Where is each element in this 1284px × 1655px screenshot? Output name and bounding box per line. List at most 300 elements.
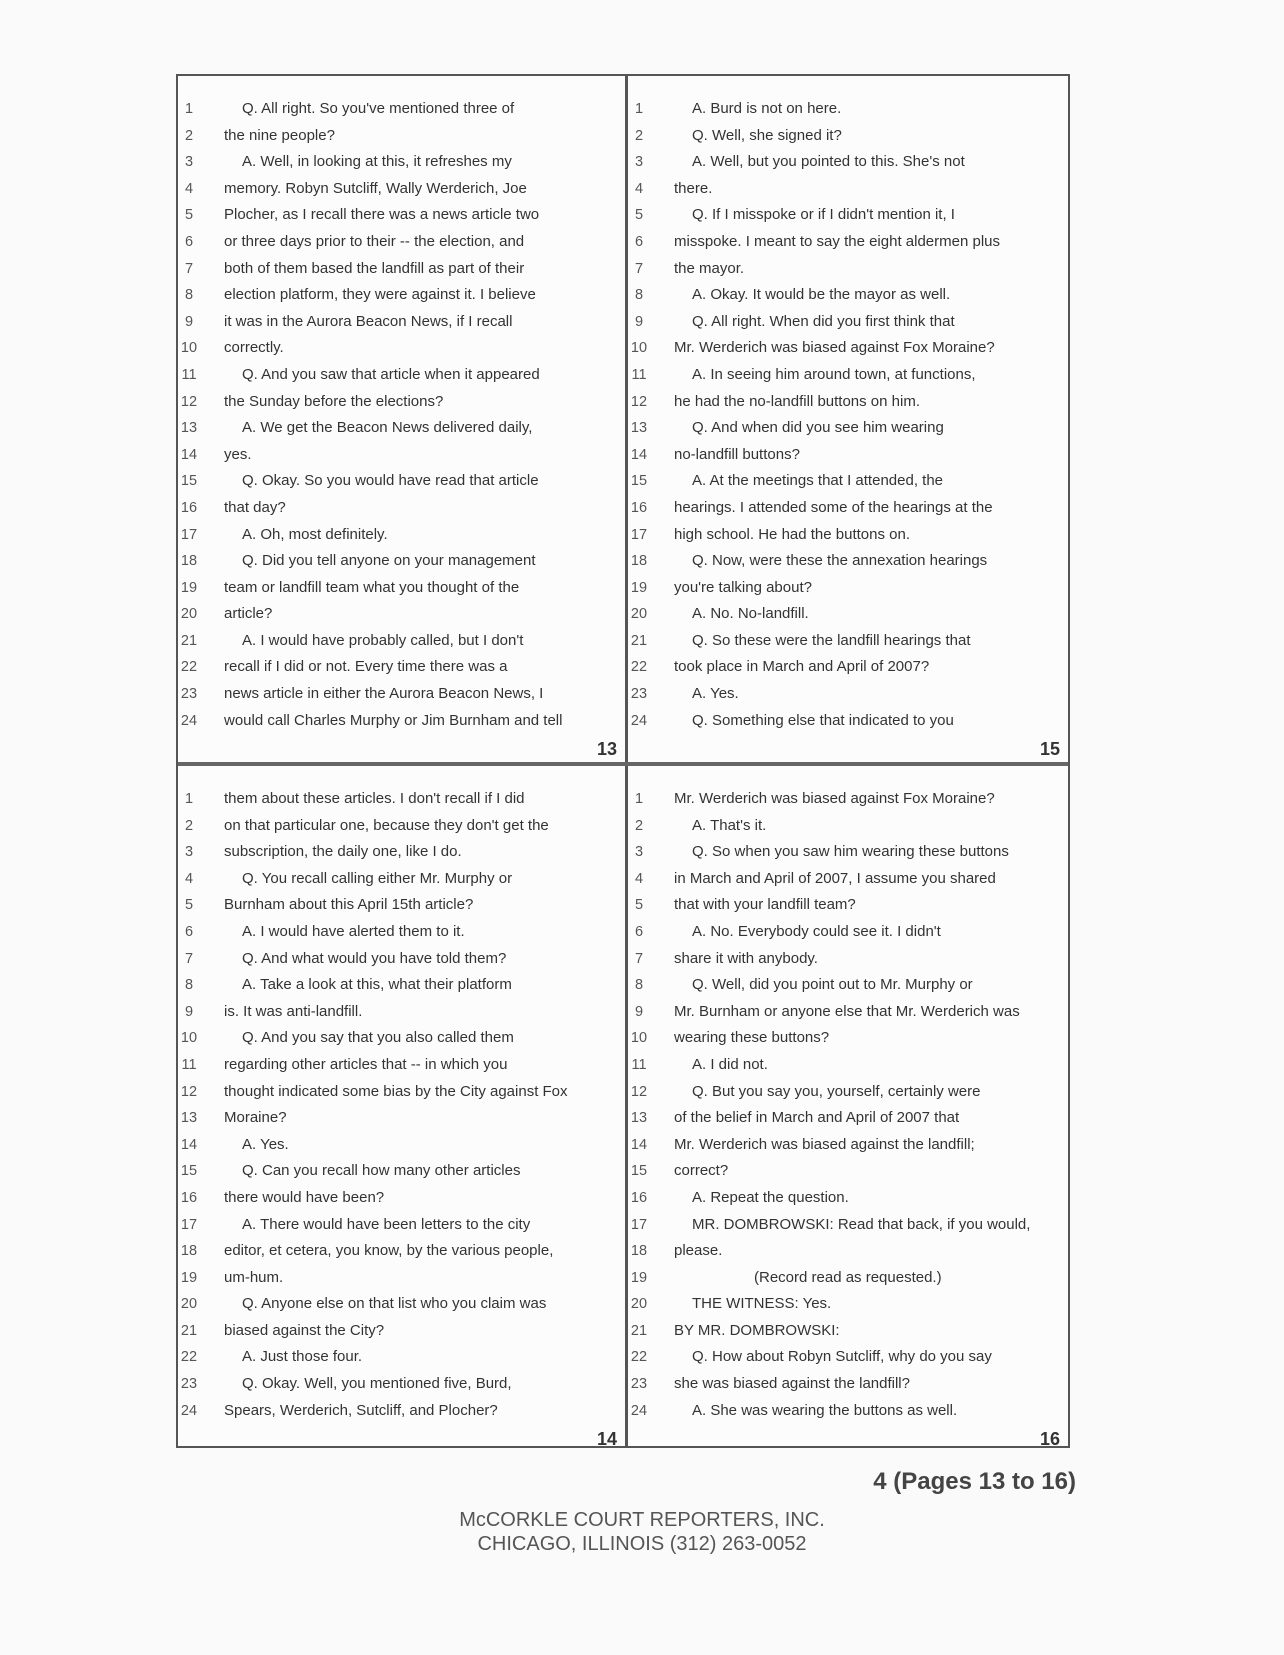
line-number: 11 — [631, 1056, 647, 1073]
line-number: 24 — [630, 1402, 648, 1419]
transcript-line — [178, 1132, 625, 1159]
line-number: 16 — [180, 1189, 198, 1206]
line-text: Plocher, as I recall there was a news article two — [224, 206, 540, 224]
line-text: would call Charles Murphy or Jim Burnham and tell — [224, 711, 563, 729]
line-number: 20 — [180, 1296, 198, 1313]
line-number: 13 — [630, 420, 648, 437]
transcript-line — [628, 1344, 1068, 1371]
transcript-line — [178, 892, 625, 919]
line-number: 15 — [630, 473, 648, 490]
line-number: 16 — [630, 499, 648, 516]
transcript-line — [628, 202, 1068, 229]
transcript-line — [178, 522, 625, 549]
line-text: Q. Now, were these the annexation hearings — [692, 552, 988, 570]
transcript-line — [178, 1238, 625, 1265]
line-text: he had the no-landfill buttons on him. — [674, 392, 920, 410]
transcript-line — [628, 999, 1068, 1026]
line-text: A. Just those four. — [242, 1348, 363, 1366]
line-number: 15 — [630, 1163, 648, 1180]
transcript-line — [628, 972, 1068, 999]
line-number: 11 — [181, 1056, 197, 1073]
line-number: 14 — [180, 446, 198, 463]
line-text: um-hum. — [224, 1268, 284, 1286]
line-number: 1 — [184, 101, 194, 117]
transcript-line — [628, 1238, 1068, 1265]
line-text: Burnham about this April 15th article? — [224, 896, 474, 914]
line-number: 23 — [630, 686, 648, 703]
transcript-line — [628, 628, 1068, 655]
line-number: 13 — [180, 1110, 198, 1127]
transcript-line — [178, 972, 625, 999]
line-number: 7 — [634, 950, 644, 967]
line-number: 8 — [634, 977, 644, 994]
line-text: no-landfill buttons? — [674, 445, 800, 463]
line-text: biased against the City? — [224, 1321, 385, 1339]
line-text: BY MR. DOMBROWSKI: — [674, 1321, 840, 1339]
line-number: 21 — [630, 632, 648, 649]
line-number: 1 — [634, 791, 644, 807]
transcript-line — [178, 1212, 625, 1239]
line-number: 16 — [180, 499, 198, 516]
transcript-line — [178, 362, 625, 389]
line-text: A. Yes. — [242, 1135, 289, 1153]
line-text: election platform, they were against it. I believe — [224, 286, 536, 304]
line-number: 12 — [180, 393, 198, 410]
transcript-line — [178, 335, 625, 362]
line-number: 21 — [180, 1322, 198, 1339]
transcript-line — [178, 1265, 625, 1292]
transcript-line — [628, 1052, 1068, 1079]
transcript-line — [178, 1318, 625, 1345]
line-text: A. I did not. — [692, 1055, 768, 1073]
transcript-line — [178, 468, 625, 495]
line-text: Mr. Werderich was biased against Fox Moraine? — [674, 790, 995, 807]
transcript-line — [178, 919, 625, 946]
line-number: 9 — [184, 1003, 194, 1020]
transcript-line — [628, 786, 1068, 813]
page-lines — [628, 96, 1068, 734]
line-number: 2 — [184, 127, 194, 144]
transcript-line — [628, 575, 1068, 602]
line-number: 7 — [184, 260, 194, 277]
line-number: 3 — [184, 154, 194, 171]
line-text: Q. All right. So you've mentioned three of — [242, 100, 515, 117]
transcript-line — [178, 123, 625, 150]
line-text: the Sunday before the elections? — [224, 392, 444, 410]
line-number: 17 — [180, 526, 198, 543]
line-text: she was biased against the landfill? — [674, 1375, 910, 1393]
line-text: Q. And you say that you also called them — [242, 1029, 514, 1047]
line-text: A. Oh, most definitely. — [242, 525, 388, 543]
line-number: 8 — [184, 977, 194, 994]
line-number: 20 — [630, 1296, 648, 1313]
line-text: A. No. No-landfill. — [692, 605, 809, 623]
line-number: 9 — [634, 1003, 644, 1020]
transcript-page-13 — [178, 76, 625, 762]
line-number: 19 — [180, 579, 198, 596]
transcript-line — [178, 149, 625, 176]
line-number: 14 — [180, 1136, 198, 1153]
line-text: A. Well, in looking at this, it refreshes my — [242, 153, 512, 171]
transcript-line — [178, 256, 625, 283]
line-number: 19 — [180, 1269, 198, 1286]
line-text: Q. So when you saw him wearing these buttons — [692, 843, 1009, 861]
transcript-line — [628, 708, 1068, 735]
transcript-line — [628, 522, 1068, 549]
transcript-line — [628, 1132, 1068, 1159]
transcript-line — [178, 1185, 625, 1212]
line-text: misspoke. I meant to say the eight aldermen plus — [674, 232, 1001, 250]
line-number: 10 — [630, 340, 648, 357]
line-number: 5 — [184, 207, 194, 224]
transcript-line — [178, 946, 625, 973]
transcript-line — [178, 202, 625, 229]
line-number: 22 — [180, 659, 198, 676]
page-lines — [178, 786, 625, 1424]
page-number: 16 — [1039, 1429, 1060, 1449]
line-text: Q. Well, did you point out to Mr. Murphy or — [692, 976, 973, 994]
transcript-line — [628, 946, 1068, 973]
transcript-line — [178, 813, 625, 840]
line-text: news article in either the Aurora Beacon News, I — [224, 685, 544, 703]
line-text: please. — [674, 1242, 723, 1260]
transcript-line — [628, 362, 1068, 389]
transcript-line — [628, 1398, 1068, 1425]
transcript-line — [628, 1185, 1068, 1212]
transcript-page-15 — [628, 76, 1068, 762]
line-text: editor, et cetera, you know, by the various people, — [224, 1242, 554, 1260]
line-number: 4 — [184, 870, 194, 887]
line-text: A. In seeing him around town, at functions, — [692, 365, 976, 383]
transcript-line — [628, 1105, 1068, 1132]
line-text: wearing these buttons? — [674, 1029, 830, 1047]
line-text: Q. Something else that indicated to you — [692, 711, 954, 729]
transcript-line — [628, 813, 1068, 840]
transcript-line — [178, 1079, 625, 1106]
line-text: MR. DOMBROWSKI: Read that back, if you would, — [692, 1215, 1031, 1233]
footer-location: CHICAGO, ILLINOIS (312) 263-0052 — [477, 1533, 807, 1555]
line-text: Q. So these were the landfill hearings that — [692, 631, 971, 649]
transcript-line — [178, 1105, 625, 1132]
transcript-page-16 — [628, 766, 1068, 1452]
line-text: Q. How about Robyn Sutcliff, why do you say — [692, 1348, 992, 1366]
transcript-line — [628, 335, 1068, 362]
transcript-line — [628, 1265, 1068, 1292]
line-text: or three days prior to their -- the election, and — [224, 232, 525, 250]
line-text: the mayor. — [674, 259, 745, 277]
transcript-line — [628, 1212, 1068, 1239]
transcript-line — [178, 1344, 625, 1371]
line-number: 21 — [180, 632, 198, 649]
line-number: 3 — [634, 844, 644, 861]
line-text: subscription, the daily one, like I do. — [224, 843, 462, 861]
transcript-line — [178, 548, 625, 575]
transcript-line — [178, 839, 625, 866]
line-number: 18 — [180, 553, 198, 570]
line-number: 22 — [630, 1349, 648, 1366]
line-text: Q. If I misspoke or if I didn't mention it, I — [692, 206, 955, 224]
page-number: 13 — [596, 739, 617, 759]
line-text: is. It was anti-landfill. — [224, 1002, 363, 1020]
line-number: 17 — [630, 526, 648, 543]
line-number: 15 — [180, 1163, 198, 1180]
page-number: 14 — [596, 1429, 617, 1449]
transcript-line — [628, 1079, 1068, 1106]
line-text: A. I would have probably called, but I don't — [242, 631, 524, 649]
transcript-line — [178, 96, 625, 123]
line-number: 13 — [630, 1110, 648, 1127]
line-number: 18 — [180, 1243, 198, 1260]
line-text: Q. And when did you see him wearing — [692, 419, 944, 437]
transcript-line — [178, 1025, 625, 1052]
line-text: Q. You recall calling either Mr. Murphy or — [242, 869, 513, 887]
page-range: 4 (Pages 13 to 16) — [873, 1468, 1076, 1495]
transcript-line — [628, 96, 1068, 123]
line-text: article? — [224, 605, 273, 623]
line-text: that with your landfill team? — [674, 896, 856, 914]
line-number: 15 — [180, 473, 198, 490]
horizontal-divider — [178, 762, 1068, 766]
line-number: 20 — [180, 606, 198, 623]
line-text: Spears, Werderich, Sutcliff, and Plocher? — [224, 1401, 498, 1419]
line-text: Q. Well, she signed it? — [692, 126, 842, 144]
transcript-line — [628, 919, 1068, 946]
transcript-line — [178, 601, 625, 628]
line-text: hearings. I attended some of the hearings at the — [674, 498, 993, 516]
line-text: the nine people? — [224, 126, 335, 144]
line-number: 24 — [180, 1402, 198, 1419]
line-text: Q. And you saw that article when it appeared — [242, 365, 540, 383]
line-number: 2 — [634, 817, 644, 834]
transcript-line — [178, 999, 625, 1026]
transcript-line — [628, 839, 1068, 866]
transcript-line — [628, 468, 1068, 495]
line-number: 17 — [180, 1216, 198, 1233]
line-text: both of them based the landfill as part of their — [224, 259, 525, 277]
page-lines — [178, 96, 625, 734]
line-number: 6 — [634, 233, 644, 250]
line-number: 13 — [180, 420, 198, 437]
line-number: 14 — [630, 1136, 648, 1153]
line-number: 19 — [630, 579, 648, 596]
line-number: 4 — [184, 180, 194, 197]
line-number: 10 — [180, 340, 198, 357]
line-text: correct? — [674, 1162, 729, 1180]
transcript-line — [628, 309, 1068, 336]
line-number: 7 — [184, 950, 194, 967]
line-number: 23 — [180, 1376, 198, 1393]
transcript-line — [628, 548, 1068, 575]
line-number: 22 — [180, 1349, 198, 1366]
line-text: regarding other articles that -- in which you — [224, 1055, 508, 1073]
transcript-line — [628, 389, 1068, 416]
line-text: Mr. Werderich was biased against the landfill; — [674, 1135, 975, 1153]
transcript-line — [178, 1291, 625, 1318]
line-number: 3 — [634, 154, 644, 171]
line-text: Q. But you say you, yourself, certainly were — [692, 1082, 981, 1100]
line-text: there. — [674, 179, 713, 197]
line-text: correctly. — [224, 339, 284, 357]
transcript-line — [178, 415, 625, 442]
line-text: it was in the Aurora Beacon News, if I recall — [224, 312, 513, 330]
transcript-line — [628, 495, 1068, 522]
line-text: in March and April of 2007, I assume you shared — [674, 869, 996, 887]
line-text: recall if I did or not. Every time there was a — [224, 658, 508, 676]
line-number: 7 — [634, 260, 644, 277]
transcript-line — [628, 1291, 1068, 1318]
transcript-line — [178, 495, 625, 522]
line-number: 1 — [634, 101, 644, 117]
page-lines — [628, 786, 1068, 1424]
line-text: A. Burd is not on here. — [692, 100, 842, 117]
transcript-line — [178, 1398, 625, 1425]
transcript-line — [178, 628, 625, 655]
line-number: 6 — [184, 923, 194, 940]
transcript-line — [178, 1158, 625, 1185]
line-text: Moraine? — [224, 1109, 287, 1127]
line-text: A. There would have been letters to the city — [242, 1215, 531, 1233]
transcript-line — [628, 1158, 1068, 1185]
line-number: 10 — [630, 1030, 648, 1047]
transcript-sheet — [176, 74, 1070, 1448]
line-text: THE WITNESS: Yes. — [692, 1295, 832, 1313]
transcript-line — [628, 1025, 1068, 1052]
line-number: 23 — [630, 1376, 648, 1393]
line-text: A. I would have alerted them to it. — [242, 922, 465, 940]
transcript-line — [178, 229, 625, 256]
transcript-line — [628, 123, 1068, 150]
transcript-line — [178, 176, 625, 203]
line-text: them about these articles. I don't recall if I did — [224, 790, 525, 807]
line-number: 19 — [630, 1269, 648, 1286]
line-text: memory. Robyn Sutcliff, Wally Werderich, Joe — [224, 179, 527, 197]
line-text: took place in March and April of 2007? — [674, 658, 930, 676]
line-number: 12 — [630, 393, 648, 410]
line-text: Q. Okay. Well, you mentioned five, Burd, — [242, 1375, 512, 1393]
transcript-line — [628, 442, 1068, 469]
transcript-line — [178, 654, 625, 681]
line-number: 6 — [184, 233, 194, 250]
line-text: A. We get the Beacon News delivered daily, — [242, 419, 533, 437]
line-text: A. Repeat the question. — [692, 1188, 849, 1206]
line-number: 5 — [634, 207, 644, 224]
line-number: 20 — [630, 606, 648, 623]
line-number: 11 — [631, 366, 647, 383]
line-text: there would have been? — [224, 1188, 385, 1206]
line-number: 9 — [184, 313, 194, 330]
transcript-line — [178, 389, 625, 416]
line-text: high school. He had the buttons on. — [674, 525, 911, 543]
transcript-line — [628, 892, 1068, 919]
line-number: 17 — [630, 1216, 648, 1233]
line-number: 4 — [634, 180, 644, 197]
line-text: of the belief in March and April of 2007 that — [674, 1109, 960, 1127]
line-text: you're talking about? — [674, 578, 812, 596]
line-number: 2 — [184, 817, 194, 834]
line-text: Mr. Burnham or anyone else that Mr. Werderich was — [674, 1002, 1020, 1020]
line-number: 24 — [630, 712, 648, 729]
transcript-line — [178, 866, 625, 893]
line-number: 11 — [181, 366, 197, 383]
line-text: A. That's it. — [692, 816, 767, 834]
footer — [0, 1508, 1284, 1556]
line-text: Q. All right. When did you first think that — [692, 312, 955, 330]
transcript-line — [178, 575, 625, 602]
transcript-page-14 — [178, 766, 625, 1452]
line-text: A. Okay. It would be the mayor as well. — [692, 286, 951, 304]
line-text: A. Yes. — [692, 685, 739, 703]
line-text: A. She was wearing the buttons as well. — [692, 1401, 958, 1419]
line-number: 12 — [180, 1083, 198, 1100]
footer-company: McCORKLE COURT REPORTERS, INC. — [459, 1509, 825, 1531]
transcript-line — [178, 1052, 625, 1079]
line-number: 10 — [180, 1030, 198, 1047]
transcript-line — [628, 176, 1068, 203]
transcript-line — [628, 681, 1068, 708]
line-text: (Record read as requested.) — [754, 1268, 942, 1286]
line-number: 3 — [184, 844, 194, 861]
line-number: 23 — [180, 686, 198, 703]
line-number: 8 — [184, 287, 194, 304]
line-text: Q. Can you recall how many other articles — [242, 1162, 521, 1180]
line-number: 1 — [184, 791, 194, 807]
transcript-line — [628, 256, 1068, 283]
line-text: thought indicated some bias by the City against Fox — [224, 1082, 568, 1100]
line-number: 8 — [634, 287, 644, 304]
line-text: A. Take a look at this, what their platform — [242, 976, 512, 994]
line-text: Q. Anyone else on that list who you claim was — [242, 1295, 547, 1313]
line-text: A. At the meetings that I attended, the — [692, 472, 944, 490]
line-text: yes. — [224, 445, 252, 463]
line-text: share it with anybody. — [674, 949, 818, 967]
line-number: 22 — [630, 659, 648, 676]
line-number: 5 — [634, 897, 644, 914]
line-number: 14 — [630, 446, 648, 463]
line-number: 18 — [630, 1243, 648, 1260]
vertical-divider — [625, 76, 628, 1446]
transcript-line — [178, 309, 625, 336]
transcript-line — [628, 149, 1068, 176]
line-number: 12 — [630, 1083, 648, 1100]
transcript-line — [628, 866, 1068, 893]
line-number: 4 — [634, 870, 644, 887]
transcript-line — [628, 282, 1068, 309]
page-number: 15 — [1039, 739, 1060, 759]
line-text: that day? — [224, 498, 286, 516]
line-number: 18 — [630, 553, 648, 570]
line-number: 2 — [634, 127, 644, 144]
line-number: 5 — [184, 897, 194, 914]
transcript-line — [628, 415, 1068, 442]
line-number: 6 — [634, 923, 644, 940]
line-text: Mr. Werderich was biased against Fox Moraine? — [674, 339, 995, 357]
transcript-line — [178, 708, 625, 735]
transcript-line — [628, 654, 1068, 681]
transcript-line — [628, 1371, 1068, 1398]
line-number: 24 — [180, 712, 198, 729]
line-text: Q. Did you tell anyone on your management — [242, 552, 536, 570]
transcript-line — [178, 442, 625, 469]
transcript-line — [178, 282, 625, 309]
line-text: on that particular one, because they don't get the — [224, 816, 549, 834]
line-number: 9 — [634, 313, 644, 330]
line-number: 16 — [630, 1189, 648, 1206]
transcript-line — [628, 1318, 1068, 1345]
line-text: A. Well, but you pointed to this. She's not — [692, 153, 965, 171]
line-number: 21 — [630, 1322, 648, 1339]
transcript-line — [628, 601, 1068, 628]
transcript-line — [178, 786, 625, 813]
